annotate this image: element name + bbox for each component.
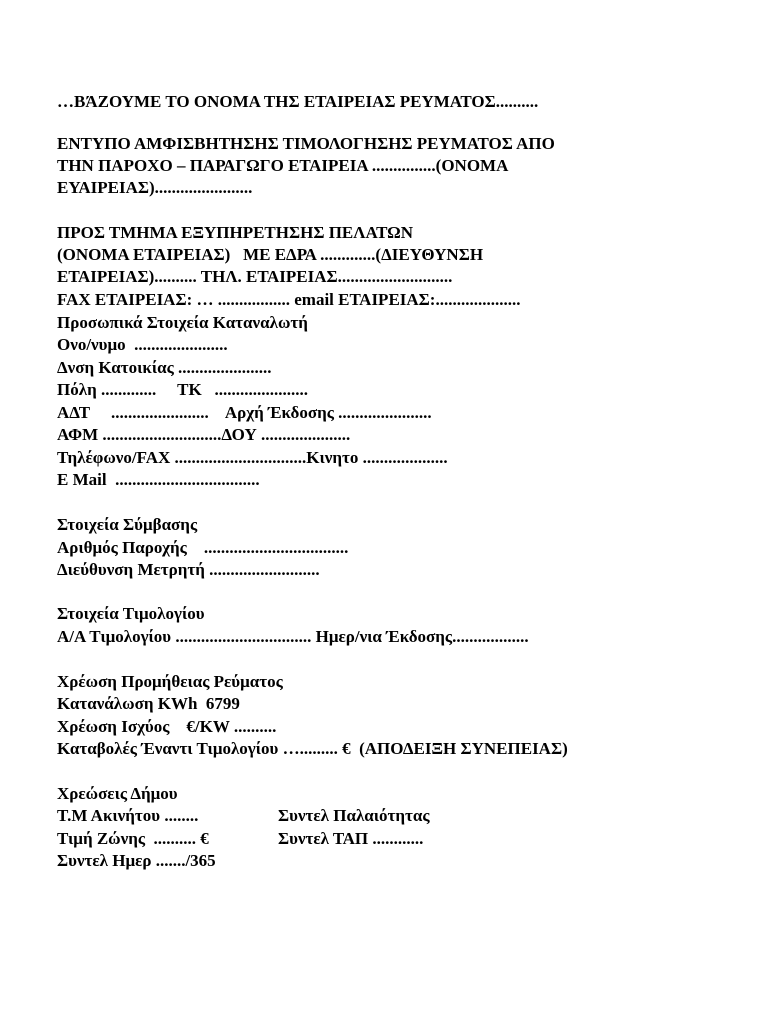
recipient-line-4: FAX ΕΤΑΙΡΕΙΑΣ: … ................. email ΕΤΑΙΡΕΙΑΣ:.................... (57, 290, 521, 309)
consumer-tax-field: ΑΦΜ ............................ΔΟΥ ..................... (57, 425, 351, 444)
tap-coefficient-field: Συντελ ΤΑΠ ............ (278, 829, 424, 848)
invoice-heading: Στοιχεία Τιμολογίου (57, 604, 205, 623)
consumer-email-field: E Mail .................................. (57, 470, 260, 489)
recipient-line-1: ΠΡΟΣ ΤΜΗΜΑ ΕΞΥΠΗΡΕΤΗΣΗΣ ΠΕΛΑΤΩΝ (57, 223, 413, 242)
municipal-heading: Χρεώσεις Δήμου (57, 784, 178, 803)
property-area-field: Τ.Μ Ακινήτου ........ (57, 806, 199, 825)
recipient-line-2: (ΟΝΟΜΑ ΕΤΑΙΡΕΙΑΣ) ΜΕ ΕΔΡΑ .............(ΔΙΕΥΘΥΝΣΗ (57, 245, 484, 264)
age-coefficient-field: Συντελ Παλαιότητας (278, 806, 430, 825)
supply-charge-heading: Χρέωση Προμήθειας Ρεύματος (57, 672, 283, 691)
recipient-line-3: ΕΤΑΙΡΕΙΑΣ).......... ΤΗΛ. ΕΤΑΙΡΕΙΑΣ........................... (57, 267, 453, 286)
supply-number-field: Αριθμός Παροχής .................................. (57, 538, 349, 557)
consumer-city-postcode-field: Πόλη ............. ΤΚ ...................... (57, 380, 308, 399)
consumer-name-field: Ονο/νυμο ...................... (57, 335, 228, 354)
consumer-heading: Προσωπικά Στοιχεία Καταναλωτή (57, 313, 308, 332)
contract-heading: Στοιχεία Σύμβασης (57, 515, 198, 534)
form-title-line-2: ΤΗΝ ΠΑΡΟΧΟ – ΠΑΡΑΓΩΓΟ ΕΤΑΙΡΕΙΑ ...............(ΟΝΟΜΑ (57, 156, 509, 175)
zone-price-field: Τιμή Ζώνης .......... € (57, 829, 209, 848)
power-charge-field: Χρέωση Ισχύος €/KW .......... (57, 717, 277, 736)
consumer-phone-field: Τηλέφωνο/FAX ...............................Κινητο .................... (57, 448, 448, 467)
advance-payments-field: Καταβολές Έναντι Τιμολογίου …......... € (ΑΠΟΔΕΙΞΗ ΣΥΝΕΠΕΙΑΣ) (57, 739, 568, 758)
days-coefficient-field: Συντελ Ημερ ......./365 (57, 851, 216, 870)
company-name-placeholder: …ΒΆΖΟΥΜΕ ΤΟ ΟΝΟΜΑ ΤΗΣ ΕΤΑΙΡΕΙΑΣ ΡΕΥΜΑΤΟΣ.......... (57, 92, 539, 111)
consumer-address-field: Δνση Κατοικίας ...................... (57, 358, 272, 377)
form-title-line-3: ΕΥΑΙΡΕΙΑΣ)....................... (57, 178, 253, 197)
meter-address-field: Διεύθυνση Μετρητή .......................... (57, 560, 320, 579)
form-title-line-1: ΕΝΤΥΠΟ ΑΜΦΙΣΒΗΤΗΣΗΣ ΤΙΜΟΛΟΓΗΣΗΣ ΡΕΥΜΑΤΟΣ ΑΠΟ (57, 134, 555, 153)
consumer-id-field: ΑΔΤ ....................... Αρχή Έκδοσης ...................... (57, 403, 432, 422)
invoice-number-date-field: Α/Α Τιμολογίου ................................ Ημερ/νια Έκδοσης.................. (57, 627, 529, 646)
consumption-kwh-field: Κατανάλωση KWh 6799 (57, 694, 240, 713)
